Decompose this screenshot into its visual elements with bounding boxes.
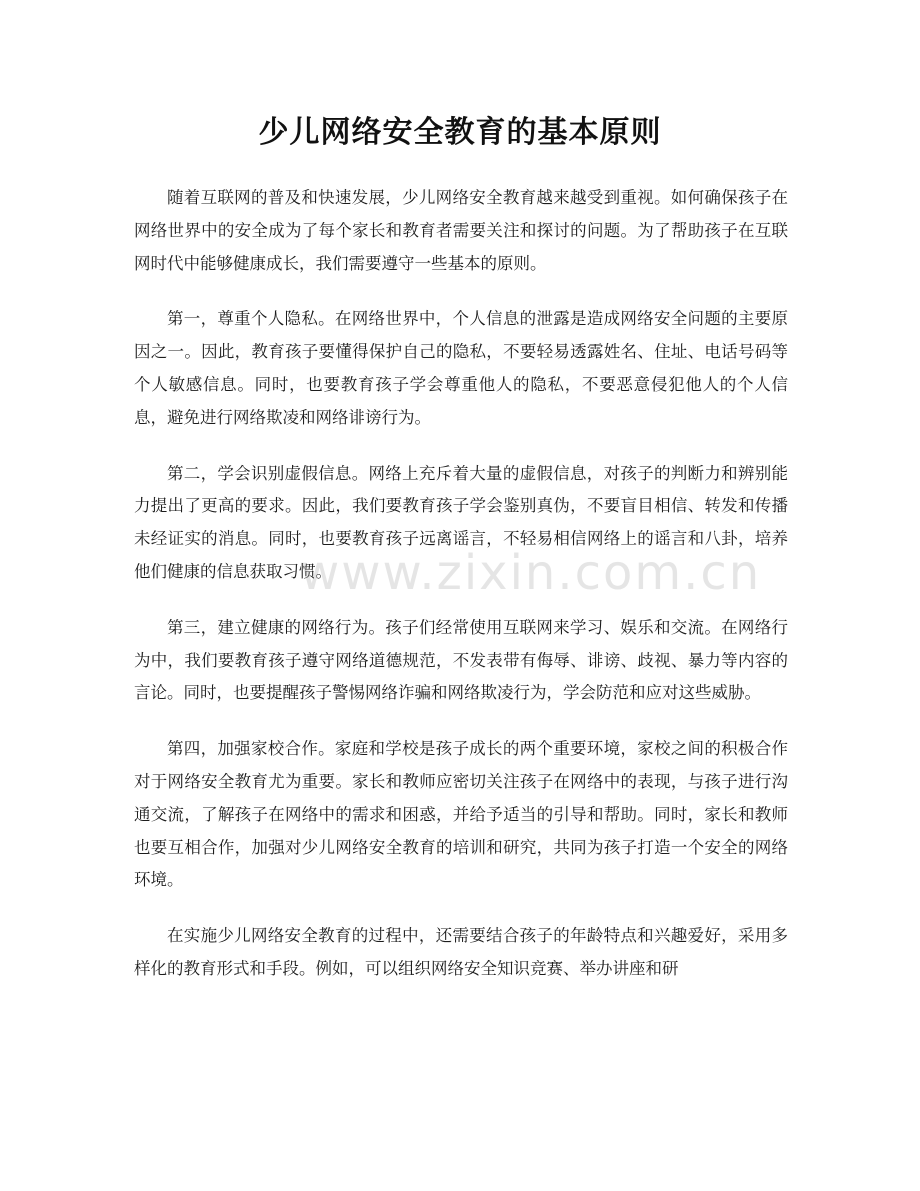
paragraph-healthy-behavior: 第三，建立健康的网络行为。孩子们经常使用互联网来学习、娱乐和交流。在网络行为中，我们要教育孩子遵守网络道德规范，不发表带有侮辱、诽谤、歧视、暴力等内容的言论。同时，也要提醒孩子警惕网络诈骗和网络欺凌行为，学会防范和应对这些威胁。	[134, 617, 788, 703]
paragraph-false-info: 第二，学会识别虚假信息。网络上充斥着大量的虚假信息，对孩子的判断力和辨别能力提出了更高的要求。因此，我们要教育孩子学会鉴别真伪，不要盲目相信、转发和传播未经证实的消息。同时，也要教育孩子远离谣言，不轻易相信网络上的谣言和八卦，培养他们健康的信息获取习惯。	[134, 463, 788, 581]
paragraph-intro: 随着互联网的普及和快速发展，少儿网络安全教育越来越受到重视。如何确保孩子在网络世界中的安全成为了每个家长和教育者需要关注和探讨的问题。为了帮助孩子在互联网时代中能够健康成长，我们需要遵守一些基本的原则。	[134, 188, 788, 273]
paragraph-privacy: 第一，尊重个人隐私。在网络世界中，个人信息的泄露是造成网络安全问题的主要原因之一。因此，教育孩子要懂得保护自己的隐私，不要轻易透露姓名、住址、电话号码等个人敏感信息。同时，也要教育孩子学会尊重他人的隐私，不要恶意侵犯他人的个人信息，避免进行网络欺凌和网络诽谤行为。	[134, 309, 788, 427]
watermark: www.zixin.com.cn	[300, 545, 762, 601]
paragraph-home-school: 第四，加强家校合作。家庭和学校是孩子成长的两个重要环境，家校之间的积极合作对于网络安全教育尤为重要。家长和教师应密切关注孩子在网络中的表现，与孩子进行沟通交流，了解孩子在网络中的需求和困惑，并给予适当的引导和帮助。同时，家长和教师也要互相合作，加强对少儿网络安全教育的培训和研究，共同为孩子打造一个安全的网络环境。	[134, 739, 788, 890]
paragraph-implementation: 在实施少儿网络安全教育的过程中，还需要结合孩子的年龄特点和兴趣爱好，采用多样化的教育形式和手段。例如，可以组织网络安全知识竞赛、举办讲座和研	[134, 926, 788, 978]
page-title: 少儿网络安全教育的基本原则	[258, 115, 662, 150]
